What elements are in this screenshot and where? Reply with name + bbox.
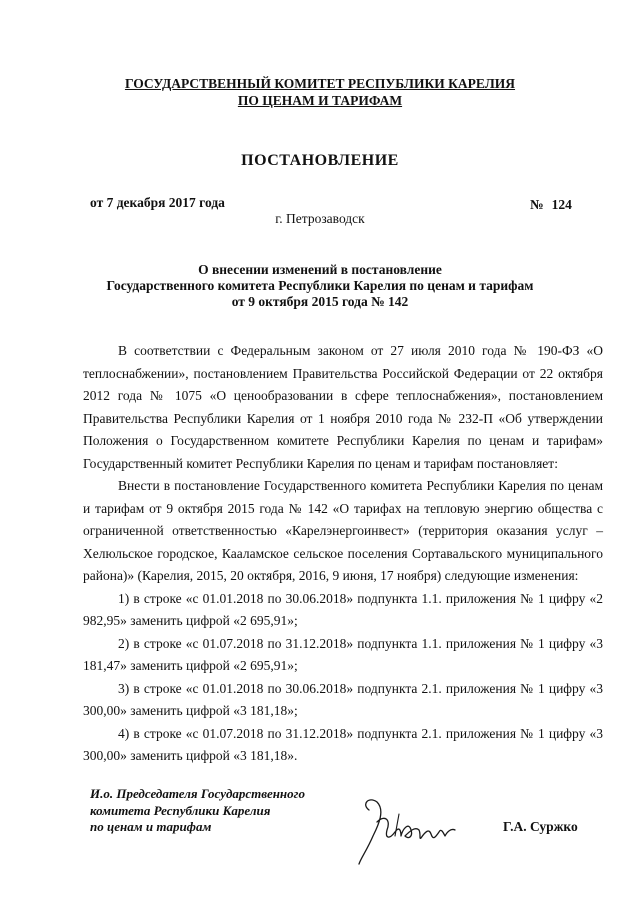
amendment-item: 3) в строке «с 01.01.2018 по 30.06.2018» подпункта 2.1. приложения № 1 цифру «3 300,00» заменить цифрой «3 181,18»;: [83, 680, 603, 718]
org-name-line1: ГОСУДАРСТВЕННЫЙ КОМИТЕТ РЕСПУБЛИКИ КАРЕЛИЯ: [124, 76, 516, 91]
subject-line2: Государственного комитета Республики Карелия по ценам и тарифам: [106, 278, 534, 293]
amendment-item: 1) в строке «с 01.01.2018 по 30.06.2018» подпункта 1.1. приложения № 1 цифру «2 982,95» заменить цифрой «2 695,91»;: [83, 590, 603, 628]
signatory-name: Г.А. Суржко: [503, 819, 578, 834]
org-name-line2: ПО ЦЕНАМ И ТАРИФАМ: [237, 93, 403, 108]
preamble-paragraph: В соответствии с Федеральным законом от 27 июля 2010 года № 190-ФЗ «О теплоснабжении», постановлением Правительства Российской Федерации от 22 октября 2012 года № 1075 «О ценообразовании в сфере теплоснабжения», постановлением Правительства Республики Карелия от 1 ноября 2010 года № 232-П «Об утверждении Положения о Государственном комитете Республики Карелия по ценам и тарифам» Государственный комитет Республики Карелия по ценам и тарифам постановляет:: [83, 343, 603, 471]
position-line2: комитета Республики Карелия: [90, 802, 271, 818]
document-type-title: ПОСТАНОВЛЕНИЕ: [241, 152, 399, 169]
position-line3: по ценам и тарифам: [90, 819, 212, 834]
organization-header: [0, 75, 640, 109]
subject-line1: О внесении изменений в постановление: [198, 262, 442, 277]
document-city: г. Петрозаводск: [275, 211, 365, 226]
decision-paragraph: Внести в постановление Государственного комитета Республики Карелия по ценам и тарифам от 9 октября 2015 года № 142 «О тарифах на тепловую энергию общества с ограниченной ответственностью «Карелэнергоинвест» (территория оказания услуг – Хелюльское городское, Кааламское сельское поселения Сортавальского муниципального района)» (Карелия, 2015, 20 октября, 2016, 9 июня, 17 ноября) следующие изменения:: [83, 478, 603, 583]
position-line1: И.о. Председателя Государственного: [90, 786, 305, 801]
document-date: от 7 декабря 2017 года: [90, 195, 225, 210]
handwritten-signature: [355, 792, 465, 877]
amendment-item: 4) в строке «с 01.07.2018 по 31.12.2018» подпункта 2.1. приложения № 1 цифру «3 300,00» заменить цифрой «3 181,18».: [83, 725, 603, 763]
document-body: [83, 340, 603, 768]
document-subject: [0, 262, 640, 310]
number-value: 124: [551, 197, 572, 212]
subject-line3: от 9 октября 2015 года № 142: [231, 294, 409, 309]
signatory-position: [90, 786, 305, 836]
amendment-item: 2) в строке «с 01.07.2018 по 31.12.2018» подпункта 1.1. приложения № 1 цифру «3 181,47» заменить цифрой «2 695,91»;: [83, 635, 603, 673]
number-sign: №: [530, 197, 544, 212]
